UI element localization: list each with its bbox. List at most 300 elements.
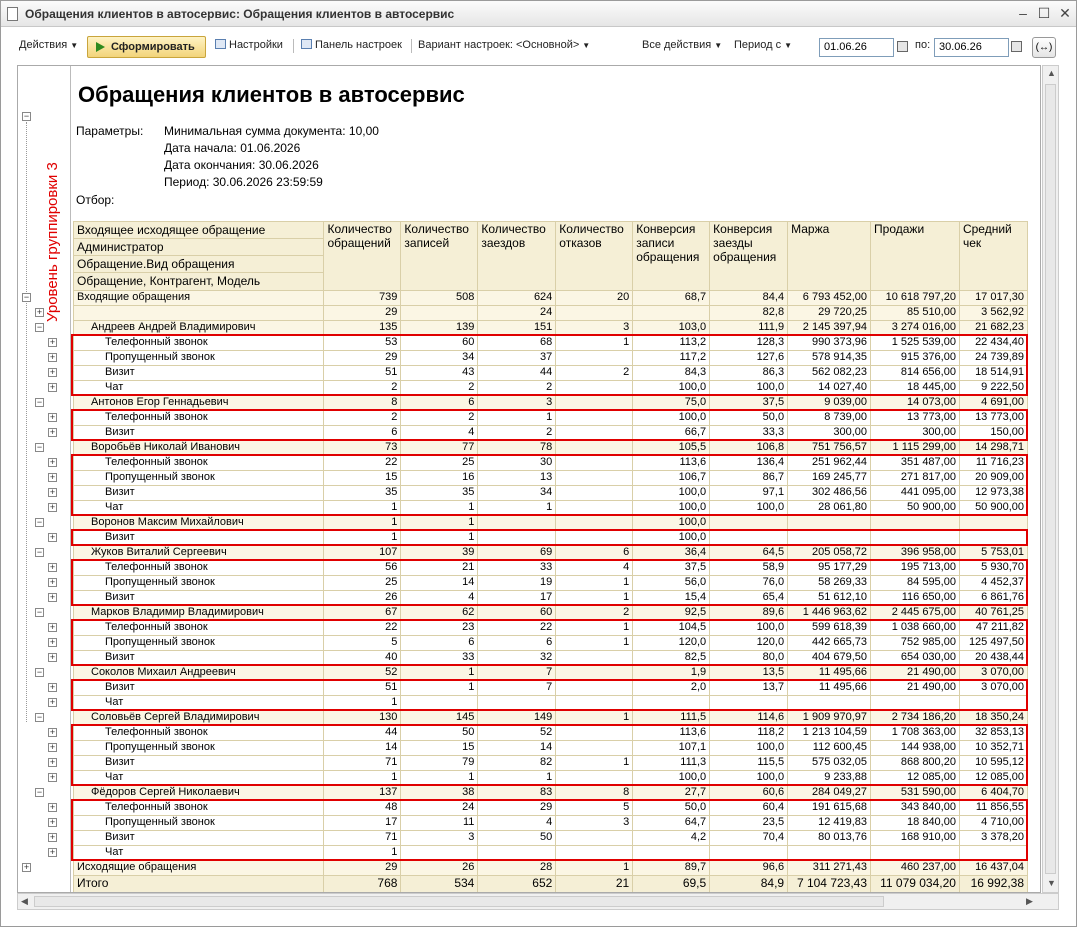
row-group-name[interactable]: Телефонный звонок <box>74 621 324 636</box>
expand-icon[interactable]: + <box>49 652 56 662</box>
row-cell: 34 <box>478 486 556 501</box>
row-cell: 117,2 <box>633 351 710 366</box>
row-cell <box>710 846 788 861</box>
row-cell: 52 <box>324 666 401 681</box>
row-cell: 8 <box>324 396 401 411</box>
row-cell: 43 <box>401 366 478 381</box>
collapse-icon[interactable]: − <box>36 322 43 332</box>
expand-icon[interactable]: + <box>49 427 56 437</box>
row-group-name[interactable]: Телефонный звонок <box>74 801 324 816</box>
row-cell: 100,0 <box>633 411 710 426</box>
row-cell: 100,0 <box>710 381 788 396</box>
expand-icon[interactable]: + <box>49 697 56 707</box>
table-row <box>74 486 1028 501</box>
table-row <box>74 726 1028 741</box>
row-cell <box>556 681 633 696</box>
row-cell: 22 434,40 <box>959 336 1027 351</box>
row-group-name[interactable]: Чат <box>74 771 324 786</box>
row-cell: 100,0 <box>633 501 710 516</box>
table-row <box>74 471 1028 486</box>
row-cell: 1 <box>556 576 633 591</box>
row-cell: 9 222,50 <box>959 381 1027 396</box>
row-cell: 442 665,73 <box>788 636 871 651</box>
row-cell: 1 <box>401 771 478 786</box>
row-cell: 5 <box>324 636 401 651</box>
row-cell: 11 856,55 <box>959 801 1027 816</box>
table-row <box>74 786 1028 801</box>
row-group-name[interactable]: Воробьёв Николай Иванович <box>74 441 324 456</box>
row-cell: 62 <box>401 606 478 621</box>
row-cell: 13 773,00 <box>871 411 960 426</box>
row-cell: 113,6 <box>633 456 710 471</box>
row-cell: 10 618 797,20 <box>871 291 960 306</box>
row-cell: 35 <box>324 486 401 501</box>
row-cell: 50,0 <box>633 801 710 816</box>
expand-icon[interactable]: + <box>49 847 56 857</box>
variant-menu[interactable]: Вариант настроек: <Основной> ▼ <box>418 39 591 51</box>
row-cell: 29 <box>324 351 401 366</box>
collapse-icon[interactable]: − <box>36 442 43 452</box>
row-cell: 1 <box>324 531 401 546</box>
row-group-name[interactable]: Антонов Егор Геннадьевич <box>74 396 324 411</box>
row-group-name[interactable] <box>74 306 324 321</box>
row-group-name[interactable]: Соловьёв Сергей Владимирович <box>74 711 324 726</box>
expand-icon[interactable]: + <box>49 382 56 392</box>
row-cell <box>556 411 633 426</box>
row-group-name[interactable]: Телефонный звонок <box>74 336 324 351</box>
row-group-name[interactable]: Пропущенный звонок <box>74 576 324 591</box>
expand-icon[interactable]: + <box>49 562 56 572</box>
row-cell: 1 <box>556 861 633 876</box>
row-cell: 11 495,66 <box>788 681 871 696</box>
row-group-name[interactable]: Соколов Михаил Андреевич <box>74 666 324 681</box>
row-cell: 195 713,00 <box>871 561 960 576</box>
table-row <box>74 546 1028 561</box>
table-row <box>74 846 1028 861</box>
close-button[interactable]: ✕ <box>1059 5 1071 21</box>
row-group-name[interactable]: Визит <box>74 426 324 441</box>
row-cell: 96,6 <box>710 861 788 876</box>
total-cell: 534 <box>401 876 478 894</box>
row-cell: 39 <box>401 546 478 561</box>
report-area <box>17 65 1041 893</box>
collapse-icon[interactable]: − <box>36 547 43 557</box>
row-cell: 92,5 <box>633 606 710 621</box>
row-cell <box>556 696 633 711</box>
row-cell: 654 030,00 <box>871 651 960 666</box>
expand-icon[interactable]: + <box>49 817 56 827</box>
row-cell: 11 716,23 <box>959 456 1027 471</box>
table-row <box>74 816 1028 831</box>
collapse-icon[interactable]: − <box>36 667 43 677</box>
row-group-name[interactable]: Телефонный звонок <box>74 411 324 426</box>
actions-menu[interactable]: Действия ▼ <box>19 39 79 51</box>
row-cell: 14 <box>478 741 556 756</box>
row-cell <box>556 531 633 546</box>
row-cell <box>633 846 710 861</box>
all-actions-menu[interactable]: Все действия ▼ <box>642 39 723 51</box>
row-cell: 84,3 <box>633 366 710 381</box>
total-cell: 7 104 723,43 <box>788 876 871 894</box>
row-cell: 2 <box>324 411 401 426</box>
vertical-scrollbar[interactable] <box>1042 65 1059 893</box>
row-cell: 300,00 <box>871 426 960 441</box>
row-cell: 20 909,00 <box>959 471 1027 486</box>
row-cell: 80 013,76 <box>788 831 871 846</box>
row-group-name[interactable]: Андреев Андрей Владимирович <box>74 321 324 336</box>
collapse-icon[interactable]: − <box>36 712 43 722</box>
expand-icon[interactable]: + <box>49 592 56 602</box>
expand-icon[interactable]: + <box>49 757 56 767</box>
row-group-name[interactable]: Чат <box>74 501 324 516</box>
calendar-icon[interactable] <box>897 41 908 52</box>
row-group-name[interactable]: Телефонный звонок <box>74 456 324 471</box>
row-cell: 100,0 <box>633 771 710 786</box>
row-cell: 139 <box>401 321 478 336</box>
row-group-name[interactable]: Визит <box>74 591 324 606</box>
scroll-thumb[interactable] <box>1045 84 1056 874</box>
row-cell: 83 <box>478 786 556 801</box>
row-group-name[interactable]: Входящие обращения <box>74 291 324 306</box>
row-cell: 100,0 <box>633 516 710 531</box>
row-cell: 137 <box>324 786 401 801</box>
date-to-field[interactable]: 30.06.26 <box>934 38 1009 57</box>
row-cell: 71 <box>324 756 401 771</box>
row-cell: 578 914,35 <box>788 351 871 366</box>
row-cell: 100,0 <box>633 486 710 501</box>
row-cell: 1 <box>401 516 478 531</box>
collapse-icon[interactable]: − <box>36 397 43 407</box>
row-cell: 868 800,20 <box>871 756 960 771</box>
row-cell: 441 095,00 <box>871 486 960 501</box>
row-cell: 1 <box>556 711 633 726</box>
row-cell <box>959 846 1027 861</box>
row-cell: 9 039,00 <box>788 396 871 411</box>
total-cell: 21 <box>556 876 633 894</box>
generate-button[interactable]: Сформировать <box>87 36 206 58</box>
row-group-name[interactable]: Визит <box>74 756 324 771</box>
row-cell: 15 <box>324 471 401 486</box>
row-cell: 814 656,00 <box>871 366 960 381</box>
col-refusals: Количество отказов <box>556 222 633 291</box>
row-cell: 7 <box>478 666 556 681</box>
row-cell: 15,4 <box>633 591 710 606</box>
hscroll-thumb[interactable] <box>34 896 884 907</box>
row-cell: 85 510,00 <box>871 306 960 321</box>
row-group-name[interactable]: Визит <box>74 531 324 546</box>
row-cell: 2,0 <box>633 681 710 696</box>
expand-icon[interactable]: + <box>49 832 56 842</box>
row-group-name[interactable]: Пропущенный звонок <box>74 471 324 486</box>
row-cell: 28 <box>478 861 556 876</box>
row-cell: 100,0 <box>710 501 788 516</box>
row-cell: 169 245,77 <box>788 471 871 486</box>
calendar-icon[interactable] <box>1011 41 1022 52</box>
row-cell: 77 <box>401 441 478 456</box>
row-cell: 120,0 <box>633 636 710 651</box>
row-cell: 1,9 <box>633 666 710 681</box>
table-row <box>74 696 1028 711</box>
table-row <box>74 711 1028 726</box>
row-group-name[interactable]: Пропущенный звонок <box>74 351 324 366</box>
row-cell <box>556 396 633 411</box>
row-cell: 48 <box>324 801 401 816</box>
table-row <box>74 366 1028 381</box>
expand-icon[interactable]: + <box>49 772 56 782</box>
scroll-up-icon[interactable]: ▲ <box>1047 68 1056 78</box>
toolbar <box>1 27 1076 65</box>
expand-icon[interactable]: + <box>49 457 56 467</box>
row-cell: 6 861,76 <box>959 591 1027 606</box>
row-cell: 68,7 <box>633 291 710 306</box>
collapse-all-icon[interactable]: − <box>23 111 30 121</box>
row-cell: 130 <box>324 711 401 726</box>
row-cell: 68 <box>478 336 556 351</box>
row-cell: 11 495,66 <box>788 666 871 681</box>
settings-button[interactable]: Настройки <box>215 39 283 51</box>
row-cell: 1 <box>324 696 401 711</box>
row-group-name[interactable]: Исходящие обращения <box>74 861 324 876</box>
row-cell: 1 <box>324 771 401 786</box>
table-row <box>74 756 1028 771</box>
expand-icon[interactable]: + <box>36 307 43 317</box>
row-cell: 2 <box>478 426 556 441</box>
expand-icon[interactable]: + <box>49 367 56 377</box>
row-cell: 1 115 299,00 <box>871 441 960 456</box>
row-cell: 70,4 <box>710 831 788 846</box>
row-group-name[interactable]: Чат <box>74 696 324 711</box>
row-cell: 29 720,25 <box>788 306 871 321</box>
total-cell: 16 992,38 <box>959 876 1027 894</box>
row-cell: 21 490,00 <box>871 666 960 681</box>
collapse-icon[interactable]: + <box>23 862 30 872</box>
row-cell: 7 <box>478 681 556 696</box>
scroll-left-icon[interactable]: ◀ <box>21 896 28 906</box>
date-from-field[interactable]: 01.06.26 <box>819 38 894 57</box>
expand-icon[interactable]: + <box>49 577 56 587</box>
maximize-button[interactable]: ☐ <box>1037 5 1051 21</box>
table-row <box>74 426 1028 441</box>
row-cell: 24 739,89 <box>959 351 1027 366</box>
row-group-name[interactable]: Жуков Виталий Сергеевич <box>74 546 324 561</box>
collapse-icon[interactable]: − <box>36 787 43 797</box>
expand-icon[interactable]: + <box>49 727 56 737</box>
row-cell: 1 446 963,62 <box>788 606 871 621</box>
row-cell <box>556 456 633 471</box>
row-cell: 575 032,05 <box>788 756 871 771</box>
row-cell: 205 058,72 <box>788 546 871 561</box>
table-row <box>74 291 1028 306</box>
expand-icon[interactable]: + <box>49 502 56 512</box>
table-row <box>74 396 1028 411</box>
row-cell <box>478 846 556 861</box>
horizontal-scrollbar[interactable] <box>17 893 1059 910</box>
row-cell: 64,7 <box>633 816 710 831</box>
row-cell <box>556 651 633 666</box>
row-cell: 5 <box>556 801 633 816</box>
title-bar <box>1 1 1076 27</box>
row-group-name[interactable]: Фёдоров Сергей Николаевич <box>74 786 324 801</box>
row-cell <box>710 696 788 711</box>
row-cell <box>478 516 556 531</box>
row-cell: 44 <box>324 726 401 741</box>
expand-icon[interactable]: + <box>49 682 56 692</box>
row-group-name[interactable]: Пропущенный звонок <box>74 636 324 651</box>
row-cell: 9 233,88 <box>788 771 871 786</box>
row-group-name[interactable]: Марков Владимир Владимирович <box>74 606 324 621</box>
row-cell <box>959 516 1027 531</box>
row-cell: 2 145 397,94 <box>788 321 871 336</box>
scroll-right-icon[interactable]: ▶ <box>1026 896 1033 906</box>
row-group-name[interactable]: Воронов Максим Михайлович <box>74 516 324 531</box>
expand-icon[interactable]: + <box>49 472 56 482</box>
row-cell <box>556 306 633 321</box>
row-group-name[interactable]: Пропущенный звонок <box>74 741 324 756</box>
row-cell <box>788 516 871 531</box>
period-menu[interactable]: Период с ▼ <box>734 39 793 51</box>
row-cell: 8 <box>556 786 633 801</box>
row-cell: 56,0 <box>633 576 710 591</box>
row-cell <box>556 381 633 396</box>
row-cell: 12 419,83 <box>788 816 871 831</box>
row-cell: 396 958,00 <box>871 546 960 561</box>
row-cell: 302 486,56 <box>788 486 871 501</box>
row-cell: 4,2 <box>633 831 710 846</box>
expand-icon[interactable]: + <box>49 532 56 542</box>
expand-icon[interactable]: + <box>49 337 56 347</box>
row-cell: 111,9 <box>710 321 788 336</box>
expand-icon[interactable]: + <box>49 412 56 422</box>
minimize-button[interactable]: – <box>1019 5 1027 21</box>
row-group-name[interactable]: Визит <box>74 366 324 381</box>
row-cell: 1 909 970,97 <box>788 711 871 726</box>
row-cell <box>710 516 788 531</box>
row-cell <box>478 696 556 711</box>
collapse-icon[interactable]: − <box>23 292 30 302</box>
table-row <box>74 576 1028 591</box>
row-cell: 1 213 104,59 <box>788 726 871 741</box>
col-records: Количество записей <box>401 222 478 291</box>
refresh-button[interactable]: (↔) <box>1032 37 1056 58</box>
row-cell: 17 017,30 <box>959 291 1027 306</box>
row-cell: 65,4 <box>710 591 788 606</box>
expand-icon[interactable]: + <box>49 742 56 752</box>
row-group-name[interactable]: Визит <box>74 486 324 501</box>
expand-icon[interactable]: + <box>49 487 56 497</box>
tree-line <box>26 122 27 722</box>
row-cell: 115,5 <box>710 756 788 771</box>
row-cell: 50,0 <box>710 411 788 426</box>
row-cell: 82 <box>478 756 556 771</box>
row-cell: 2 445 675,00 <box>871 606 960 621</box>
row-group-name[interactable]: Телефонный звонок <box>74 561 324 576</box>
row-cell: 29 <box>324 306 401 321</box>
row-cell: 4 <box>401 591 478 606</box>
col-arrivals: Количество заездов <box>478 222 556 291</box>
row-cell <box>788 531 871 546</box>
row-group-name[interactable]: Визит <box>74 681 324 696</box>
row-cell <box>401 306 478 321</box>
row-cell: 1 038 660,00 <box>871 621 960 636</box>
expand-icon[interactable]: + <box>49 622 56 632</box>
row-cell: 82,5 <box>633 651 710 666</box>
col-sales: Продажи <box>871 222 960 291</box>
table-row <box>74 621 1028 636</box>
row-group-name[interactable]: Визит <box>74 651 324 666</box>
row-cell: 13 773,00 <box>959 411 1027 426</box>
collapse-icon[interactable]: − <box>36 517 43 527</box>
row-cell: 18 445,00 <box>871 381 960 396</box>
row-group-name[interactable]: Пропущенный звонок <box>74 816 324 831</box>
row-group-name[interactable]: Телефонный звонок <box>74 726 324 741</box>
row-cell: 80,0 <box>710 651 788 666</box>
row-group-name[interactable]: Чат <box>74 846 324 861</box>
row-cell: 14 <box>401 576 478 591</box>
row-cell: 4 <box>556 561 633 576</box>
row-cell <box>871 696 960 711</box>
row-cell: 20 438,44 <box>959 651 1027 666</box>
row-cell: 1 <box>478 771 556 786</box>
row-cell: 44 <box>478 366 556 381</box>
row-cell: 113,2 <box>633 336 710 351</box>
row-cell: 2 734 186,20 <box>871 711 960 726</box>
row-group-name[interactable]: Визит <box>74 831 324 846</box>
scroll-down-icon[interactable]: ▼ <box>1047 878 1056 888</box>
row-cell: 35 <box>401 486 478 501</box>
collapse-icon[interactable]: − <box>36 607 43 617</box>
row-cell: 51 612,10 <box>788 591 871 606</box>
row-cell: 27,7 <box>633 786 710 801</box>
row-cell: 37,5 <box>633 561 710 576</box>
table-row <box>74 741 1028 756</box>
row-cell: 3 <box>556 321 633 336</box>
expand-icon[interactable]: + <box>49 352 56 362</box>
row-cell <box>633 306 710 321</box>
group-header-2: Администратор <box>74 239 323 256</box>
row-cell: 18 350,24 <box>959 711 1027 726</box>
expand-icon[interactable]: + <box>49 637 56 647</box>
row-cell: 22 <box>478 621 556 636</box>
col-margin: Маржа <box>788 222 871 291</box>
row-cell: 24 <box>478 306 556 321</box>
row-cell: 38 <box>401 786 478 801</box>
row-cell: 25 <box>401 456 478 471</box>
row-cell: 2 <box>401 411 478 426</box>
row-cell: 100,0 <box>633 381 710 396</box>
row-cell <box>478 531 556 546</box>
expand-icon[interactable]: + <box>49 802 56 812</box>
row-cell: 71 <box>324 831 401 846</box>
row-cell: 1 525 539,00 <box>871 336 960 351</box>
table-row <box>74 441 1028 456</box>
row-cell <box>788 696 871 711</box>
table-row <box>74 801 1028 816</box>
row-cell: 107 <box>324 546 401 561</box>
row-cell: 5 753,01 <box>959 546 1027 561</box>
col-avg-check: Средний чек <box>959 222 1027 291</box>
row-cell <box>401 696 478 711</box>
row-cell: 36,4 <box>633 546 710 561</box>
row-cell: 32 <box>478 651 556 666</box>
settings-panel-button[interactable]: Панель настроек <box>301 39 402 51</box>
row-group-name[interactable]: Чат <box>74 381 324 396</box>
row-cell: 60 <box>478 606 556 621</box>
row-cell <box>556 471 633 486</box>
row-cell: 1 <box>324 501 401 516</box>
params-label: Параметры: <box>76 124 144 138</box>
row-cell: 3 <box>556 816 633 831</box>
row-cell: 37 <box>478 351 556 366</box>
